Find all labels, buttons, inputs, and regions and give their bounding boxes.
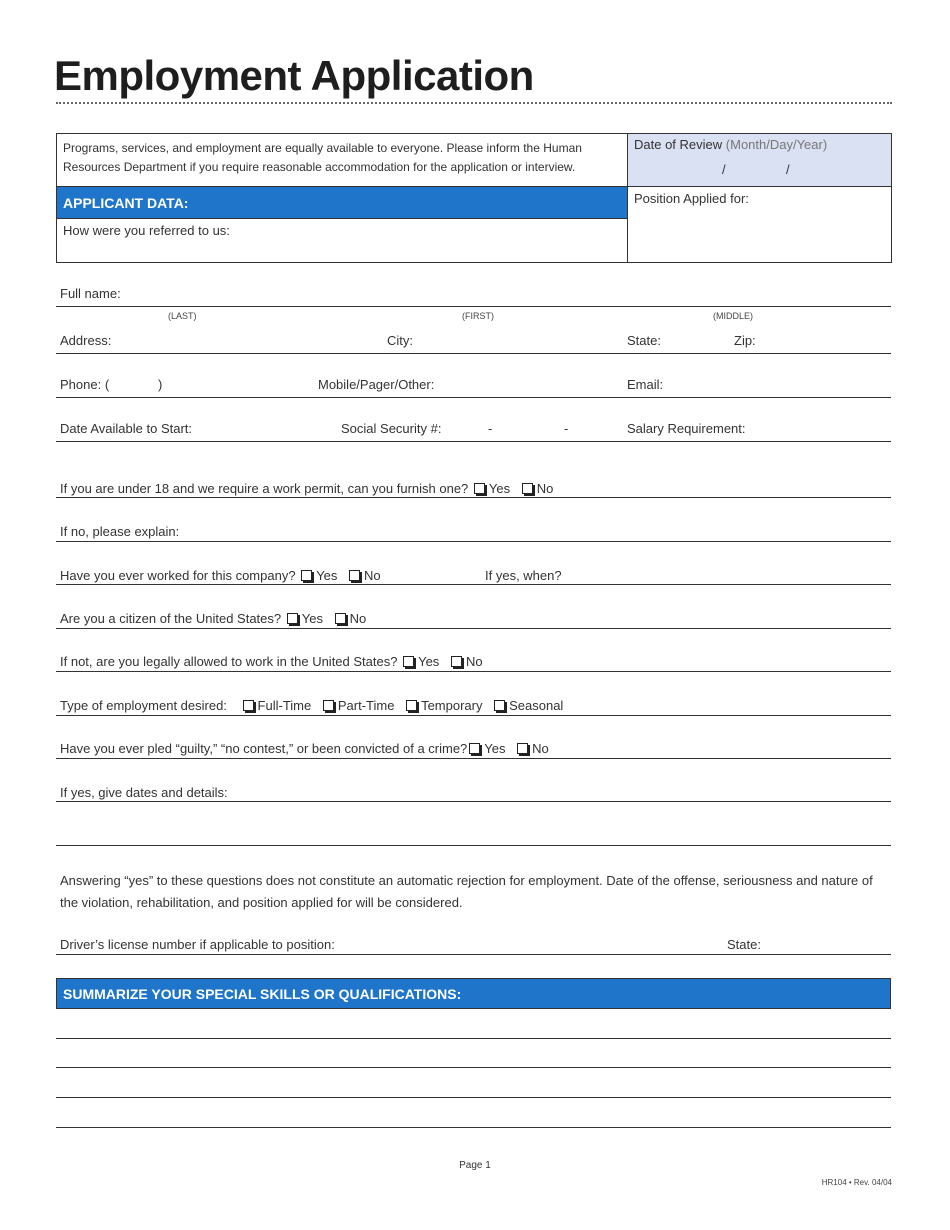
phone-field[interactable]	[56, 397, 891, 398]
worked-before-no-checkbox[interactable]	[349, 570, 360, 581]
employment-type-text: Type of employment desired:	[60, 698, 227, 713]
citizen-yes-checkbox[interactable]	[287, 613, 298, 624]
date-slash: /	[722, 162, 726, 177]
position-applied-field[interactable]	[627, 186, 891, 262]
work-permit-question	[60, 481, 553, 496]
work-permit-yes-checkbox[interactable]	[474, 483, 485, 494]
no-label: No	[536, 481, 554, 496]
page-number: Page 1	[459, 1160, 491, 1171]
ssn-dash: -	[488, 421, 493, 436]
address-label: Address:	[60, 333, 112, 348]
legally-yes-checkbox[interactable]	[403, 656, 414, 667]
citizen-text: Are you a citizen of the United States?	[60, 611, 282, 626]
seasonal-checkbox[interactable]	[494, 700, 505, 711]
no-label: No	[349, 611, 367, 626]
salary-label: Salary Requirement:	[627, 421, 746, 436]
skills-line[interactable]	[56, 1038, 891, 1039]
revision-code: HR104 • Rev. 04/04	[821, 1178, 892, 1187]
legally-no-checkbox[interactable]	[451, 656, 462, 667]
work-permit-no-checkbox[interactable]	[522, 483, 533, 494]
mobile-label: Mobile/Pager/Other:	[318, 377, 435, 392]
legally-allowed-text: If not, are you legally allowed to work in the United States?	[60, 654, 398, 669]
yes-label: Yes	[488, 481, 511, 496]
full-name-label: Full name:	[60, 286, 121, 301]
skills-header: SUMMARIZE YOUR SPECIAL SKILLS OR QUALIFICATIONS:	[56, 978, 891, 1009]
details-label: If yes, give dates and details:	[60, 785, 228, 800]
ssn-label: Social Security #:	[341, 421, 442, 436]
explain-field[interactable]	[56, 541, 891, 542]
work-permit-text: If you are under 18 and we require a work permit, can you furnish one?	[60, 481, 469, 496]
ssn-dash: -	[564, 421, 569, 436]
explain-label: If no, please explain:	[60, 524, 180, 539]
no-label: No	[532, 741, 549, 756]
conviction-line	[56, 758, 891, 759]
part-time-label: Part-Time	[337, 698, 395, 713]
worked-before-yes-checkbox[interactable]	[301, 570, 312, 581]
disclaimer-text: Answering “yes” to these questions does not constitute an automatic rejection for employment. Date of the offense, seriousness and nature of the violation, rehabilitation, and position applied for will be considered.	[60, 873, 873, 910]
worked-before-question	[60, 568, 381, 583]
phone-label: Phone: (	[60, 377, 110, 392]
license-field[interactable]	[56, 954, 891, 955]
full-name-field[interactable]	[56, 306, 891, 307]
last-name-hint: (LAST)	[168, 311, 197, 321]
worked-before-text: Have you ever worked for this company?	[60, 568, 296, 583]
state-label: State:	[627, 333, 661, 348]
position-applied-label: Position Applied for:	[634, 191, 749, 206]
referral-field[interactable]	[57, 219, 627, 262]
skills-line[interactable]	[56, 1097, 891, 1098]
first-name-hint: (FIRST)	[462, 311, 494, 321]
temporary-label: Temporary	[421, 698, 483, 713]
license-state-label: State:	[727, 937, 761, 952]
middle-name-hint: (MIDDLE)	[713, 311, 753, 321]
conviction-no-checkbox[interactable]	[517, 743, 528, 754]
full-time-label: Full-Time	[257, 698, 312, 713]
employment-type-line	[56, 715, 891, 716]
no-label: No	[364, 568, 381, 583]
date-of-review-label: Date of Review	[634, 137, 723, 152]
start-date-field[interactable]	[56, 441, 891, 442]
part-time-checkbox[interactable]	[323, 700, 334, 711]
citizen-line	[56, 628, 891, 629]
work-permit-line	[56, 497, 891, 498]
worked-before-field[interactable]	[56, 584, 891, 585]
address-field[interactable]	[56, 353, 891, 354]
conviction-question	[60, 741, 549, 756]
employment-type-question	[60, 698, 563, 713]
header-box	[56, 133, 892, 263]
yes-label: Yes	[301, 611, 323, 626]
yes-label: Yes	[316, 568, 338, 583]
license-label: Driver’s license number if applicable to position:	[60, 937, 335, 952]
details-field[interactable]	[56, 801, 891, 802]
phone-paren-close: )	[158, 377, 163, 392]
start-date-label: Date Available to Start:	[60, 421, 193, 436]
legally-allowed-line	[56, 671, 891, 672]
city-label: City:	[387, 333, 413, 348]
date-format-hint: (Month/Day/Year)	[725, 137, 828, 152]
when-label: If yes, when?	[485, 568, 562, 583]
yes-label: Yes	[484, 741, 506, 756]
citizen-question	[60, 611, 366, 626]
seasonal-label: Seasonal	[509, 698, 564, 713]
full-time-checkbox[interactable]	[243, 700, 254, 711]
details-field-extra[interactable]	[56, 845, 891, 846]
date-slash: /	[786, 162, 790, 177]
skills-line[interactable]	[56, 1067, 891, 1068]
title-divider	[56, 102, 892, 104]
no-label: No	[465, 654, 483, 669]
conviction-yes-checkbox[interactable]	[469, 743, 480, 754]
date-of-review-field[interactable]	[627, 134, 891, 186]
skills-line[interactable]	[56, 1127, 891, 1128]
page-title: Employment Application	[54, 52, 534, 99]
email-label: Email:	[627, 377, 664, 392]
equal-opportunity-notice: Programs, services, and employment are equally available to everyone. Please inform the Human Resources Department if you require reasonable accommodation for the application or interview.	[63, 141, 582, 174]
zip-label: Zip:	[734, 333, 756, 348]
citizen-no-checkbox[interactable]	[335, 613, 346, 624]
applicant-data-header: APPLICANT DATA:	[57, 186, 627, 219]
yes-label: Yes	[418, 654, 440, 669]
temporary-checkbox[interactable]	[406, 700, 417, 711]
legally-allowed-question	[60, 654, 483, 669]
conviction-text: Have you ever pled “guilty,” “no contest,” or been convicted of a crime?	[60, 741, 468, 756]
referral-label: How were you referred to us:	[63, 223, 230, 238]
